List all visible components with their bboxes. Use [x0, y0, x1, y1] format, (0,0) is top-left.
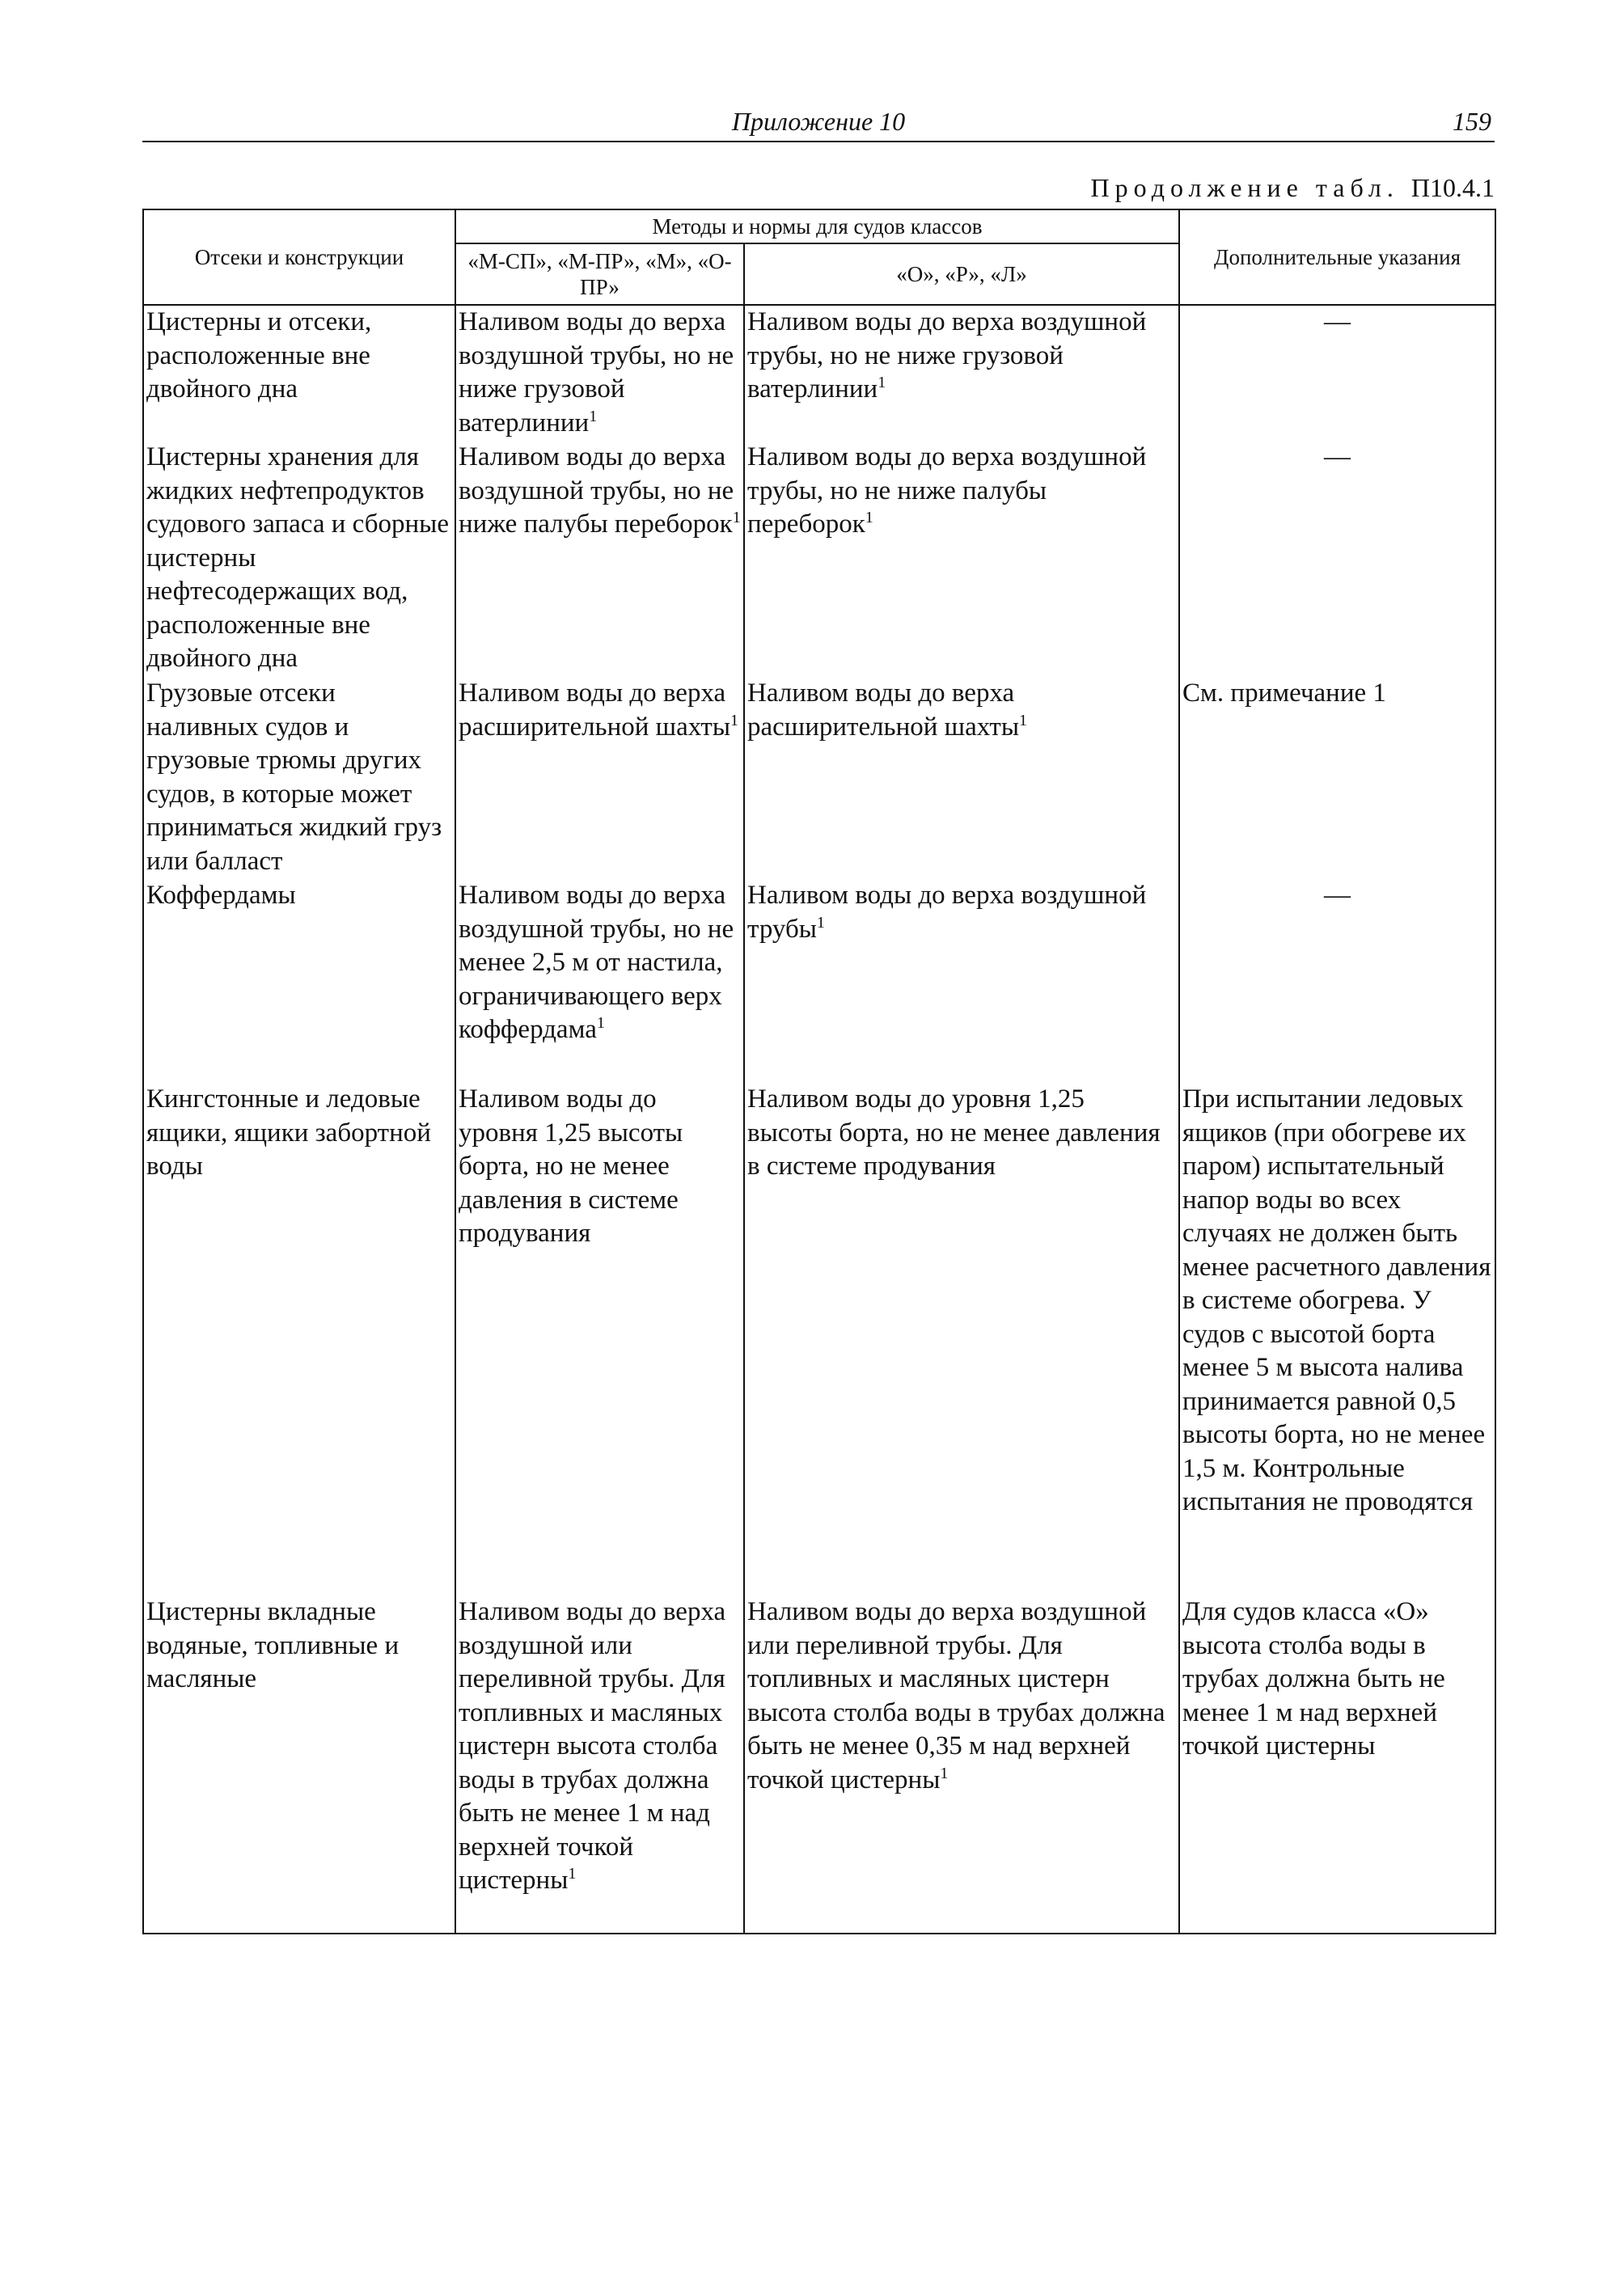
header-compartments: Отсеки и конструкции [143, 209, 455, 305]
method-m-cell: Наливом воды до верха воздушной трубы, но не менее 2,5 м от настила, ограничивающего верх коффердама$^1$ [455, 879, 744, 1083]
notes-cell: При испытании ледовых ящиков (при обогреве их паром) испытательный напор воды во всех случаях не должен быть менее расчетного давления в системе обогрева. У судов с высотой борта менее 5 м высота налива принимается равной 0,5 высоты борта, но не менее 1,5 м. Контрольные испытания не проводятся [1179, 1083, 1495, 1596]
running-head [142, 104, 1495, 142]
page-number: 159 [1453, 107, 1491, 136]
method-o-cell: Наливом воды до уровня 1,25 высоты борта, но не менее давления в системе продувания [744, 1083, 1179, 1596]
table-caption [1091, 173, 1495, 203]
method-m-cell: Наливом воды до верха воздушной трубы, но не ниже грузовой ватерлинии$^1$ [455, 305, 744, 441]
caption-prefix: Продолжение табл. [1090, 173, 1399, 202]
footnote-mark: 1 [940, 1764, 949, 1782]
footnote-mark: 1 [878, 374, 886, 391]
table-row [143, 879, 1495, 1083]
method-m-cell: Наливом воды до верха воздушной или переливной трубы. Для топливных и масляных цистерн высота столба воды в трубах должна быть не менее 1 м над верхней точкой цистерны$^1$ [455, 1596, 744, 1934]
table-row [143, 677, 1495, 879]
footnote-mark: 1 [816, 913, 825, 932]
test-methods-table [142, 209, 1496, 1934]
footnote-mark: 1 [865, 509, 873, 526]
header-methods-group: Методы и нормы для судов классов [455, 209, 1179, 243]
method-m-cell: Наливом воды до верха воздушной трубы, но не ниже палубы переборок$^1$ [455, 441, 744, 677]
method-m-cell: Наливом воды до уровня 1,25 высоты борта, но не менее давления в системе продувания [455, 1083, 744, 1596]
footnote-mark: 1 [1019, 711, 1028, 729]
notes-cell: Для судов класса «О» высота столба воды в трубах должна быть не менее 1 м над верхней точкой цистерны [1179, 1596, 1495, 1934]
footnote-mark: 1 [589, 407, 598, 425]
method-o-cell: Наливом воды до верха воздушной или переливной трубы. Для топливных и масляных цистерн высота столба воды в трубах должна быть не менее 0,35 м над верхней точкой цистерны$^1$ [744, 1596, 1179, 1934]
compartment-cell: Кингстонные и ледовые ящики, ящики забортной воды [143, 1083, 455, 1596]
notes-cell: — [1179, 305, 1495, 441]
compartment-cell: Цистерны и отсеки, расположенные вне двойного дна [143, 305, 455, 441]
table-row [143, 1083, 1495, 1596]
compartment-cell: Грузовые отсеки наливных судов и грузовые трюмы других судов, в которые может приниматься жидкий груз или балласт [143, 677, 455, 879]
header-classes-m: «М-СП», «М-ПР», «М», «О-ПР» [455, 243, 744, 305]
header-classes-o: «О», «Р», «Л» [744, 243, 1179, 305]
table-row [143, 1596, 1495, 1934]
running-title: Приложение 10 [731, 107, 906, 136]
compartment-cell: Цистерны вкладные водяные, топливные и масляные [143, 1596, 455, 1934]
method-o-cell: Наливом воды до верха расширительной шахты$^1$ [744, 677, 1179, 879]
method-o-cell: Наливом воды до верха воздушной трубы, но не ниже грузовой ватерлинии$^1$ [744, 305, 1179, 441]
notes-cell: — [1179, 441, 1495, 677]
footnote-mark: 1 [568, 1865, 577, 1883]
compartment-cell: Цистерны хранения для жидких нефтепродуктов судового запаса и сборные цистерны нефтесодержащих вод, расположенные вне двойного дна [143, 441, 455, 677]
footnote-mark: 1 [732, 509, 741, 526]
footnote-mark: 1 [596, 1014, 605, 1032]
caption-number: П10.4.1 [1410, 173, 1495, 202]
footnote-mark: 1 [730, 711, 739, 729]
notes-cell: См. примечание 1 [1179, 677, 1495, 879]
table-row [143, 305, 1495, 441]
notes-cell: — [1179, 879, 1495, 1083]
method-m-cell: Наливом воды до верха расширительной шахты$^1$ [455, 677, 744, 879]
compartment-cell: Коффердамы [143, 879, 455, 1083]
header-additional-notes: Дополнительные указания [1179, 209, 1495, 305]
method-o-cell: Наливом воды до верха воздушной трубы$^1$ [744, 879, 1179, 1083]
table-row [143, 441, 1495, 677]
method-o-cell: Наливом воды до верха воздушной трубы, но не ниже палубы переборок$^1$ [744, 441, 1179, 677]
